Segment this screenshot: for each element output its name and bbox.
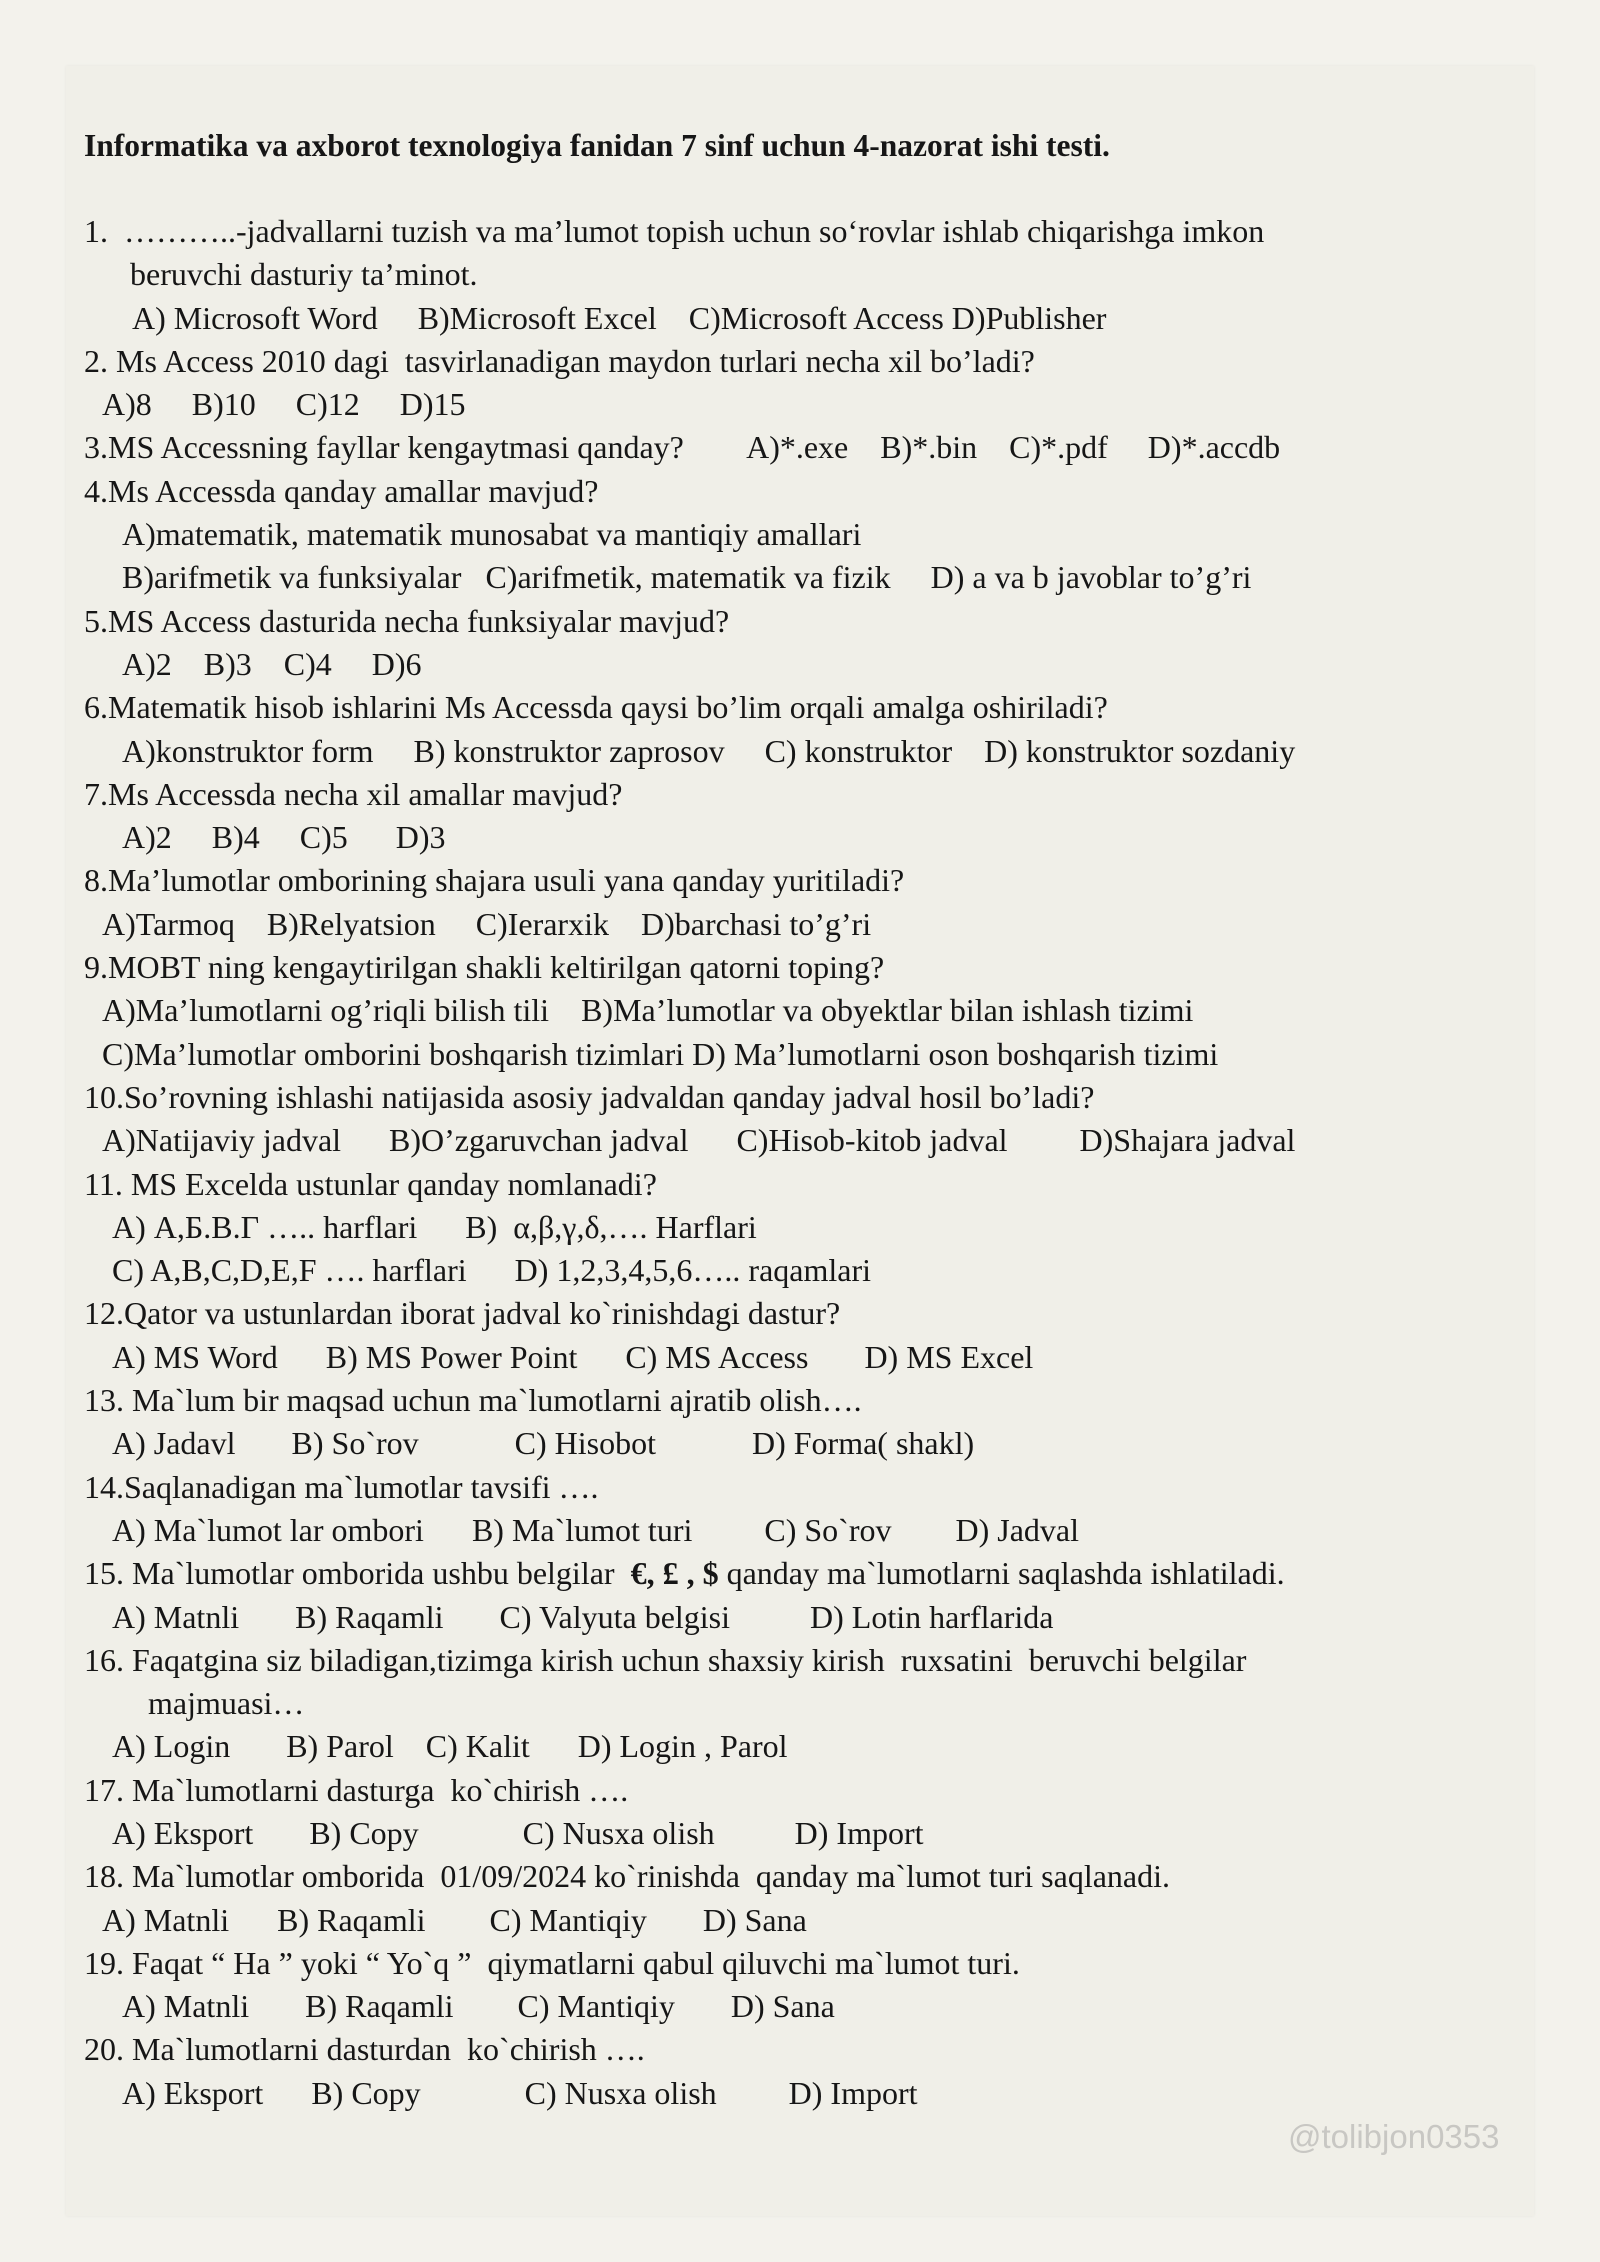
line-text: A)konstruktor form B) konstruktor zaprosov C) konstruktor D) konstruktor sozdaniy — [122, 732, 1296, 769]
line-text: A) Matnli B) Raqamli C) Mantiqiy D) Sana — [102, 1901, 807, 1938]
answer-line — [84, 730, 1524, 773]
line-text: C) A,B,C,D,E,F …. harflari D) 1,2,3,4,5,6….. raqamlari — [112, 1252, 871, 1289]
question-line — [84, 773, 1524, 816]
answer-line — [84, 989, 1524, 1032]
question-line — [84, 1163, 1524, 1206]
line-text: 5.MS Access dasturida necha funksiyalar mavjud? — [84, 602, 730, 639]
line-text: 15. Ma`lumotlar omborida ushbu belgilar — [84, 1555, 631, 1592]
line-text: 4.Ms Accessda qanday amallar mavjud? — [84, 472, 599, 509]
question-line — [84, 686, 1524, 729]
line-text: A) MS Word B) MS Power Point C) MS Access D) MS Excel — [112, 1338, 1034, 1375]
question-list — [84, 210, 1524, 2115]
answer-line — [84, 1812, 1524, 1855]
line-text: 9.MOBT ning kengaytirilgan shakli keltirilgan qatorni toping? — [84, 949, 885, 986]
line-text: A)Ma’lumotlarni og’riqli bilish tili B)Ma’lumotlar va obyektlar bilan ishlash tizimi — [102, 992, 1194, 1029]
answer-line — [84, 1336, 1524, 1379]
answer-line — [84, 253, 1524, 296]
question-line — [84, 1942, 1524, 1985]
question-line — [84, 426, 1524, 469]
line-text: A)2 B)3 C)4 D)6 — [122, 645, 422, 682]
line-text: B)arifmetik va funksiyalar C)arifmetik, matematik va fizik D) a va b javoblar to’g’ri — [122, 559, 1252, 596]
answer-line — [84, 903, 1524, 946]
line-text: A) Eksport B) Copy C) Nusxa olish D) Import — [112, 1814, 924, 1851]
line-text: 19. Faqat “ Ha ” yoki “ Yo`q ” qiymatlarni qabul qiluvchi ma`lumot turi. — [84, 1944, 1020, 1981]
question-line — [84, 1855, 1524, 1898]
answer-line — [84, 1725, 1524, 1768]
question-line — [84, 1466, 1524, 1509]
question-line — [84, 2028, 1524, 2071]
test-document — [84, 124, 1524, 2115]
answer-line — [84, 383, 1524, 426]
answer-line — [84, 1249, 1524, 1292]
line-text: 16. Faqatgina siz biladigan,tizimga kirish uchun shaxsiy kirish ruxsatini beruvchi belgilar — [84, 1641, 1247, 1678]
question-line — [84, 1552, 1524, 1595]
question-line — [84, 600, 1524, 643]
line-text: 3.MS Accessning fayllar kengaytmasi qanday? A)*.exe B)*.bin C)*.pdf D)*.accdb — [84, 429, 1281, 466]
answer-line — [84, 2072, 1524, 2115]
document-title: Informatika va axborot texnologiya fanidan 7 sinf uchun 4-nazorat ishi testi. — [84, 128, 1110, 163]
question-line — [84, 859, 1524, 902]
answer-line — [84, 643, 1524, 686]
line-text: A) Microsoft Word B)Microsoft Excel C)Microsoft Access D)Publisher — [132, 299, 1107, 336]
line-text: majmuasi… — [148, 1685, 305, 1722]
line-text: 7.Ms Accessda necha xil amallar mavjud? — [84, 775, 623, 812]
watermark: @tolibjon0353 — [1288, 2118, 1500, 2155]
answer-line — [84, 1119, 1524, 1162]
question-line — [84, 1292, 1524, 1335]
answer-line — [84, 1033, 1524, 1076]
line-text: 11. MS Excelda ustunlar qanday nomlanadi? — [84, 1165, 657, 1202]
question-line — [84, 340, 1524, 383]
question-line — [84, 470, 1524, 513]
line-text: 13. Ma`lum bir maqsad uchun ma`lumotlarni ajratib olish…. — [84, 1382, 862, 1419]
line-text: A)matematik, matematik munosabat va mantiqiy amallari — [122, 516, 862, 553]
line-text: A) А,Б.В.Г ….. harflari B) α,β,γ,δ,…. Harflari — [112, 1208, 757, 1245]
line-text: A) Jadavl B) So`rov C) Hisobot D) Forma( shakl) — [112, 1425, 975, 1462]
line-text: 2. Ms Access 2010 dagi tasvirlanadigan maydon turlari necha xil bo’ladi? — [84, 342, 1035, 379]
line-text: A)2 B)4 C)5 D)3 — [122, 819, 446, 856]
answer-line — [84, 1899, 1524, 1942]
line-text: A) Matnli B) Raqamli C) Valyuta belgisi D) Lotin harflarida — [112, 1598, 1054, 1635]
line-text: 14.Saqlanadigan ma`lumotlar tavsifi …. — [84, 1468, 599, 1505]
line-text: beruvchi dasturiy ta’minot. — [130, 256, 478, 293]
line-text: A) Login B) Parol C) Kalit D) Login , Parol — [112, 1728, 788, 1765]
currency-symbols: €, £ , $ — [630, 1555, 719, 1592]
line-text: 17. Ma`lumotlarni dasturga ko`chirish …. — [84, 1771, 629, 1808]
answer-line — [84, 1422, 1524, 1465]
line-text: A) Eksport B) Copy C) Nusxa olish D) Import — [122, 2074, 918, 2111]
line-text: 10.So’rovning ishlashi natijasida asosiy jadvaldan qanday jadval hosil bo’ladi? — [84, 1078, 1095, 1115]
question-line — [84, 1639, 1524, 1682]
question-line — [84, 1379, 1524, 1422]
line-text: A)8 B)10 C)12 D)15 — [102, 386, 466, 423]
line-text-tail: qanday ma`lumotlarni saqlashda ishlatiladi. — [718, 1555, 1285, 1592]
answer-line — [84, 816, 1524, 859]
line-text: 18. Ma`lumotlar omborida 01/09/2024 ko`rinishda qanday ma`lumot turi saqlanadi. — [84, 1858, 1171, 1895]
question-line — [84, 1769, 1524, 1812]
answer-line — [84, 1206, 1524, 1249]
answer-line — [84, 1509, 1524, 1552]
question-line — [84, 946, 1524, 989]
line-text: 8.Ma’lumotlar omborining shajara usuli yana qanday yuritiladi? — [84, 862, 905, 899]
line-text: A)Natijaviy jadval B)O’zgaruvchan jadval C)Hisob-kitob jadval D)Shajara jadval — [102, 1122, 1296, 1159]
answer-line — [84, 1985, 1524, 2028]
line-text: A) Matnli B) Raqamli C) Mantiqiy D) Sana — [122, 1988, 835, 2025]
line-text: C)Ma’lumotlar omborini boshqarish tizimlari D) Ma’lumotlarni oson boshqarish tizimi — [102, 1035, 1219, 1072]
line-text: 12.Qator va ustunlardan iborat jadval ko`rinishdagi dastur? — [84, 1295, 841, 1332]
answer-line — [84, 513, 1524, 556]
line-text: 6.Matematik hisob ishlarini Ms Accessda qaysi bo’lim orqali amalga oshiriladi? — [84, 689, 1108, 726]
question-line — [84, 210, 1524, 253]
answer-line — [84, 297, 1524, 340]
line-text: 20. Ma`lumotlarni dasturdan ko`chirish …. — [84, 2031, 645, 2068]
line-text: 1. ………..-jadvallarni tuzish va ma’lumot topish uchun so‘rovlar ishlab chiqarishga imkon — [84, 213, 1265, 249]
question-line — [84, 1076, 1524, 1119]
line-text: A) Ma`lumot lar ombori B) Ma`lumot turi C) So`rov D) Jadval — [112, 1511, 1079, 1548]
line-text: A)Tarmoq B)Relyatsion C)Ierarxik D)barchasi to’g’ri — [102, 905, 872, 942]
answer-line — [84, 556, 1524, 599]
answer-line — [84, 1596, 1524, 1639]
answer-line — [84, 1682, 1524, 1725]
